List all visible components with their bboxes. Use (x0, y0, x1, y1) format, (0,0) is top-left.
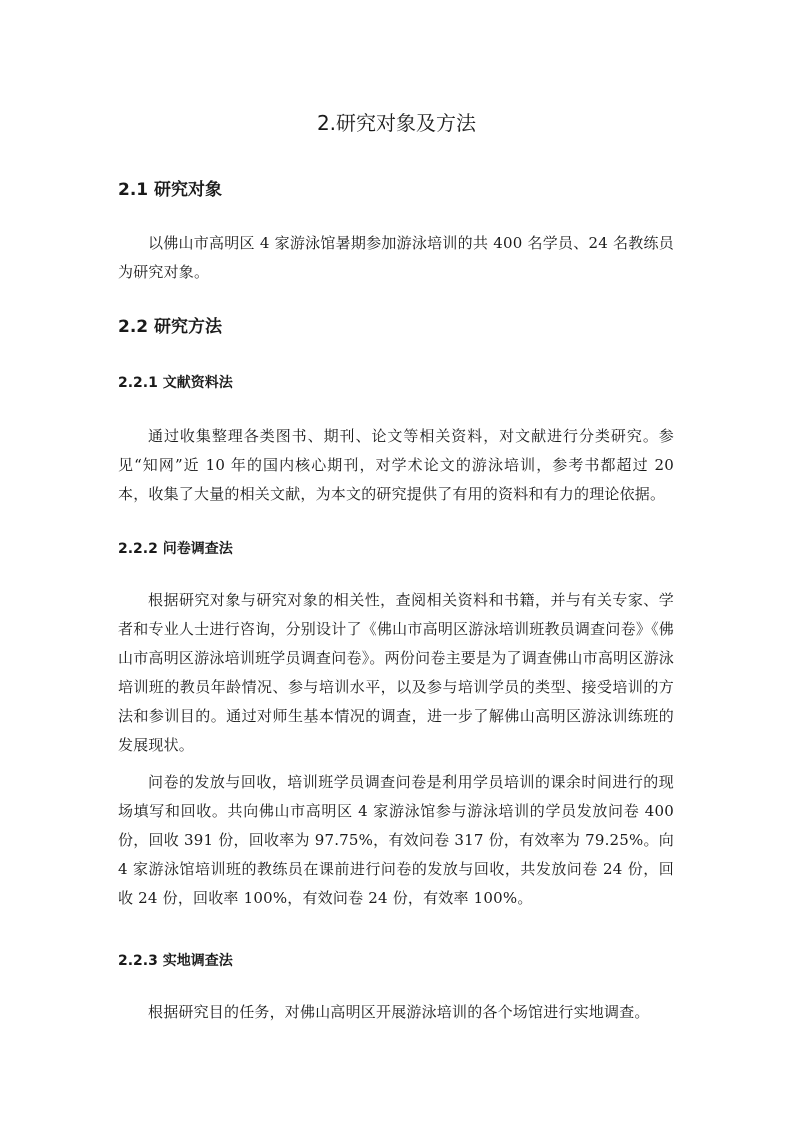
paragraph-questionnaire-distribution: 问卷的发放与回收，培训班学员调查问卷是利用学员培训的课余时间进行的现场填写和回收。共向佛山市高明区 4 家游泳馆参与游泳培训的学员发放问卷 400 份，回收 391 份，回收率为 97.75%，有效问卷 317 份，有效率为 79.25%。向 4 家游泳馆培训班的教练员在课前进行问卷的发放与回收，共发放问卷 24 份，回收 24 份，回收率 100%，有效问卷 24 份，有效率 100%。 (118, 773, 674, 907)
paragraph-research-object: 以佛山市高明区 4 家游泳馆暑期参加游泳培训的共 400 名学员、24 名教练员为研究对象。 (118, 234, 674, 281)
paragraph-literature: 通过收集整理各类图书、期刊、论文等相关资料，对文献进行分类研究。参见“知网”近 10 年的国内核心期刊，对学术论文的游泳培训，参考书都超过 20 本，收集了大量的相关文献，为本文的研究提供了有用的资料和有力的理论依据。 (118, 427, 674, 503)
subsection-heading-literature: 2.2.1 文献资料法 (118, 375, 233, 391)
subsection-heading-questionnaire: 2.2.2 问卷调查法 (118, 541, 233, 557)
chapter-title: 2.研究对象及方法 (316, 111, 477, 135)
paragraph-questionnaire-design: 根据研究对象与研究对象的相关性，查阅相关资料和书籍，并与有关专家、学者和专业人士进行咨询，分别设计了《佛山市高明区游泳培训班教员调查问卷》《佛山市高明区游泳培训班学员调查问卷》。两份问卷主要是为了调查佛山市高明区游泳培训班的教员年龄情况、参与培训水平，以及参与培训学员的类型、接受培训的方法和参训目的。通过对师生基本情况的调查，进一步了解佛山高明区游泳训练班的发展现状。 (118, 591, 674, 754)
subsection-heading-field-survey: 2.2.3 实地调查法 (118, 953, 233, 969)
section-heading-research-method: 2.2 研究方法 (118, 317, 223, 337)
paragraph-field-survey: 根据研究目的任务，对佛山高明区开展游泳培训的各个场馆进行实地调查。 (148, 1003, 650, 1021)
section-heading-research-object: 2.1 研究对象 (118, 180, 223, 200)
